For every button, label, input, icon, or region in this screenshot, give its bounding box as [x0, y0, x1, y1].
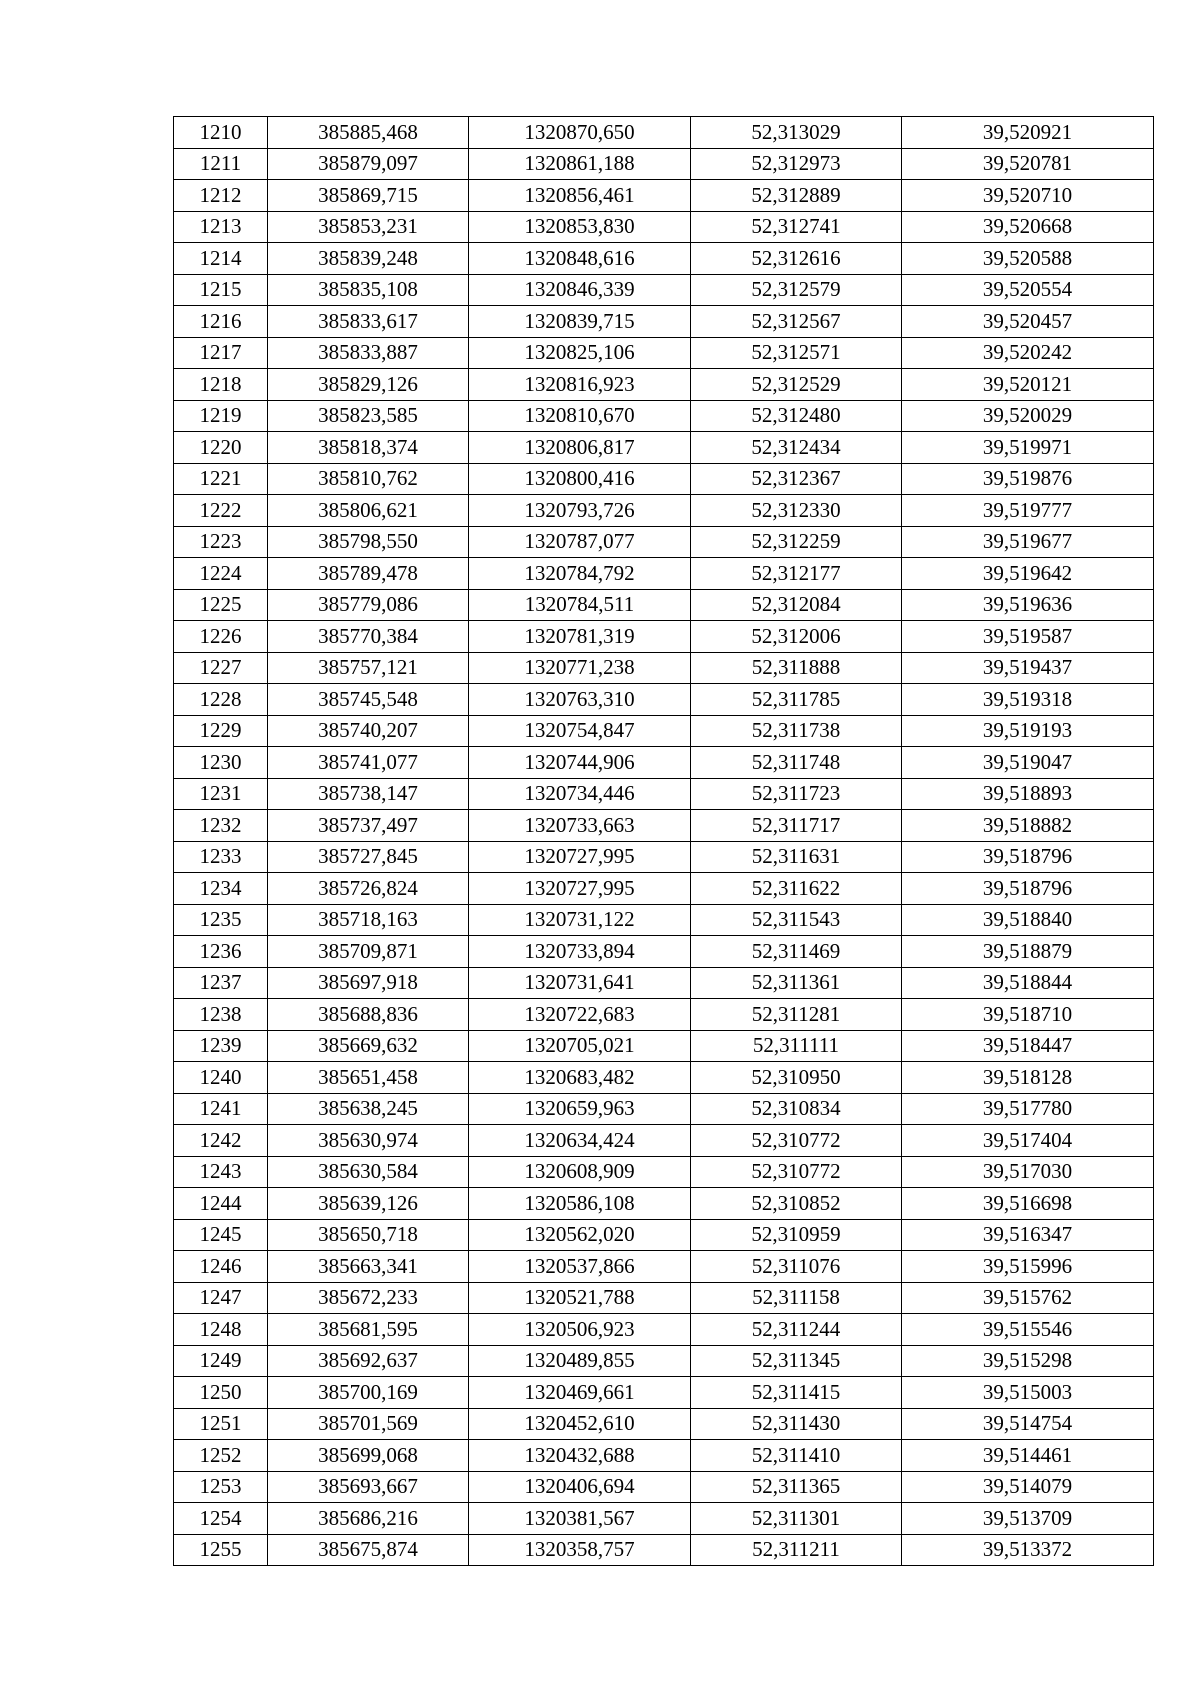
table-row	[174, 306, 1154, 338]
y-coordinate-cell: 1320562,020	[469, 1219, 691, 1251]
latitude-cell: 52,312480	[691, 400, 902, 432]
y-coordinate-cell: 1320825,106	[469, 337, 691, 369]
longitude-cell: 39,520029	[902, 400, 1154, 432]
table-row	[174, 211, 1154, 243]
table-row	[174, 1125, 1154, 1157]
longitude-cell: 39,517780	[902, 1093, 1154, 1125]
latitude-cell: 52,312529	[691, 369, 902, 401]
table-row	[174, 1503, 1154, 1535]
table-row	[174, 117, 1154, 149]
table-row	[174, 337, 1154, 369]
y-coordinate-cell: 1320731,122	[469, 904, 691, 936]
longitude-cell: 39,513372	[902, 1534, 1154, 1566]
x-coordinate-cell: 385726,824	[268, 873, 469, 905]
longitude-cell: 39,518796	[902, 873, 1154, 905]
longitude-cell: 39,519318	[902, 684, 1154, 716]
y-coordinate-cell: 1320432,688	[469, 1440, 691, 1472]
longitude-cell: 39,514461	[902, 1440, 1154, 1472]
longitude-cell: 39,514079	[902, 1471, 1154, 1503]
table-row	[174, 841, 1154, 873]
longitude-cell: 39,516347	[902, 1219, 1154, 1251]
latitude-cell: 52,311211	[691, 1534, 902, 1566]
longitude-cell: 39,514754	[902, 1408, 1154, 1440]
latitude-cell: 52,310772	[691, 1156, 902, 1188]
latitude-cell: 52,310834	[691, 1093, 902, 1125]
table-row	[174, 621, 1154, 653]
table-row	[174, 1062, 1154, 1094]
x-coordinate-cell: 385701,569	[268, 1408, 469, 1440]
x-coordinate-cell: 385789,478	[268, 558, 469, 590]
x-coordinate-cell: 385693,667	[268, 1471, 469, 1503]
point-number-cell: 1217	[174, 337, 268, 369]
longitude-cell: 39,518893	[902, 778, 1154, 810]
point-number-cell: 1233	[174, 841, 268, 873]
table-row	[174, 274, 1154, 306]
latitude-cell: 52,311543	[691, 904, 902, 936]
table-row	[174, 1534, 1154, 1566]
latitude-cell: 52,312889	[691, 180, 902, 212]
x-coordinate-cell: 385672,233	[268, 1282, 469, 1314]
latitude-cell: 52,311076	[691, 1251, 902, 1283]
table-row	[174, 495, 1154, 527]
y-coordinate-cell: 1320793,726	[469, 495, 691, 527]
y-coordinate-cell: 1320727,995	[469, 873, 691, 905]
x-coordinate-cell: 385798,550	[268, 526, 469, 558]
y-coordinate-cell: 1320853,830	[469, 211, 691, 243]
latitude-cell: 52,311415	[691, 1377, 902, 1409]
table-row	[174, 904, 1154, 936]
point-number-cell: 1240	[174, 1062, 268, 1094]
x-coordinate-cell: 385829,126	[268, 369, 469, 401]
y-coordinate-cell: 1320771,238	[469, 652, 691, 684]
x-coordinate-cell: 385879,097	[268, 148, 469, 180]
point-number-cell: 1254	[174, 1503, 268, 1535]
y-coordinate-cell: 1320810,670	[469, 400, 691, 432]
table-row	[174, 1408, 1154, 1440]
table-row	[174, 400, 1154, 432]
x-coordinate-cell: 385638,245	[268, 1093, 469, 1125]
longitude-cell: 39,515546	[902, 1314, 1154, 1346]
table-row	[174, 1345, 1154, 1377]
y-coordinate-cell: 1320683,482	[469, 1062, 691, 1094]
table-row	[174, 1471, 1154, 1503]
longitude-cell: 39,519193	[902, 715, 1154, 747]
latitude-cell: 52,312567	[691, 306, 902, 338]
longitude-cell: 39,518840	[902, 904, 1154, 936]
table-row	[174, 148, 1154, 180]
point-number-cell: 1232	[174, 810, 268, 842]
longitude-cell: 39,518710	[902, 999, 1154, 1031]
longitude-cell: 39,515298	[902, 1345, 1154, 1377]
latitude-cell: 52,310852	[691, 1188, 902, 1220]
y-coordinate-cell: 1320506,923	[469, 1314, 691, 1346]
latitude-cell: 52,311738	[691, 715, 902, 747]
point-number-cell: 1242	[174, 1125, 268, 1157]
x-coordinate-cell: 385806,621	[268, 495, 469, 527]
longitude-cell: 39,519642	[902, 558, 1154, 590]
y-coordinate-cell: 1320608,909	[469, 1156, 691, 1188]
x-coordinate-cell: 385697,918	[268, 967, 469, 999]
longitude-cell: 39,519876	[902, 463, 1154, 495]
point-number-cell: 1214	[174, 243, 268, 275]
x-coordinate-cell: 385669,632	[268, 1030, 469, 1062]
table-row	[174, 715, 1154, 747]
point-number-cell: 1250	[174, 1377, 268, 1409]
x-coordinate-cell: 385630,974	[268, 1125, 469, 1157]
longitude-cell: 39,519636	[902, 589, 1154, 621]
x-coordinate-cell: 385630,584	[268, 1156, 469, 1188]
table-row	[174, 1030, 1154, 1062]
point-number-cell: 1255	[174, 1534, 268, 1566]
longitude-cell: 39,519777	[902, 495, 1154, 527]
x-coordinate-cell: 385853,231	[268, 211, 469, 243]
y-coordinate-cell: 1320870,650	[469, 117, 691, 149]
x-coordinate-cell: 385818,374	[268, 432, 469, 464]
y-coordinate-cell: 1320781,319	[469, 621, 691, 653]
latitude-cell: 52,310950	[691, 1062, 902, 1094]
point-number-cell: 1227	[174, 652, 268, 684]
x-coordinate-cell: 385833,887	[268, 337, 469, 369]
table-row	[174, 810, 1154, 842]
y-coordinate-cell: 1320839,715	[469, 306, 691, 338]
longitude-cell: 39,520781	[902, 148, 1154, 180]
point-number-cell: 1211	[174, 148, 268, 180]
y-coordinate-cell: 1320846,339	[469, 274, 691, 306]
latitude-cell: 52,312973	[691, 148, 902, 180]
longitude-cell: 39,515762	[902, 1282, 1154, 1314]
latitude-cell: 52,311622	[691, 873, 902, 905]
x-coordinate-cell: 385741,077	[268, 747, 469, 779]
latitude-cell: 52,311748	[691, 747, 902, 779]
latitude-cell: 52,312006	[691, 621, 902, 653]
longitude-cell: 39,513709	[902, 1503, 1154, 1535]
x-coordinate-cell: 385663,341	[268, 1251, 469, 1283]
y-coordinate-cell: 1320733,663	[469, 810, 691, 842]
point-number-cell: 1213	[174, 211, 268, 243]
point-number-cell: 1248	[174, 1314, 268, 1346]
x-coordinate-cell: 385709,871	[268, 936, 469, 968]
longitude-cell: 39,519677	[902, 526, 1154, 558]
longitude-cell: 39,520242	[902, 337, 1154, 369]
coordinates-table	[173, 116, 1154, 1566]
x-coordinate-cell: 385839,248	[268, 243, 469, 275]
point-number-cell: 1239	[174, 1030, 268, 1062]
x-coordinate-cell: 385740,207	[268, 715, 469, 747]
x-coordinate-cell: 385675,874	[268, 1534, 469, 1566]
x-coordinate-cell: 385885,468	[268, 117, 469, 149]
x-coordinate-cell: 385699,068	[268, 1440, 469, 1472]
point-number-cell: 1223	[174, 526, 268, 558]
y-coordinate-cell: 1320848,616	[469, 243, 691, 275]
point-number-cell: 1249	[174, 1345, 268, 1377]
point-number-cell: 1228	[174, 684, 268, 716]
latitude-cell: 52,311281	[691, 999, 902, 1031]
point-number-cell: 1226	[174, 621, 268, 653]
table-row	[174, 1219, 1154, 1251]
latitude-cell: 52,312434	[691, 432, 902, 464]
point-number-cell: 1243	[174, 1156, 268, 1188]
point-number-cell: 1215	[174, 274, 268, 306]
point-number-cell: 1230	[174, 747, 268, 779]
y-coordinate-cell: 1320659,963	[469, 1093, 691, 1125]
x-coordinate-cell: 385833,617	[268, 306, 469, 338]
x-coordinate-cell: 385779,086	[268, 589, 469, 621]
latitude-cell: 52,311888	[691, 652, 902, 684]
point-number-cell: 1235	[174, 904, 268, 936]
table-row	[174, 243, 1154, 275]
x-coordinate-cell: 385823,585	[268, 400, 469, 432]
point-number-cell: 1238	[174, 999, 268, 1031]
point-number-cell: 1212	[174, 180, 268, 212]
y-coordinate-cell: 1320727,995	[469, 841, 691, 873]
x-coordinate-cell: 385810,762	[268, 463, 469, 495]
longitude-cell: 39,518447	[902, 1030, 1154, 1062]
latitude-cell: 52,312084	[691, 589, 902, 621]
latitude-cell: 52,310959	[691, 1219, 902, 1251]
point-number-cell: 1219	[174, 400, 268, 432]
longitude-cell: 39,515996	[902, 1251, 1154, 1283]
table-row	[174, 684, 1154, 716]
table-row	[174, 463, 1154, 495]
longitude-cell: 39,519047	[902, 747, 1154, 779]
y-coordinate-cell: 1320784,511	[469, 589, 691, 621]
point-number-cell: 1244	[174, 1188, 268, 1220]
table-row	[174, 936, 1154, 968]
longitude-cell: 39,517030	[902, 1156, 1154, 1188]
longitude-cell: 39,519587	[902, 621, 1154, 653]
latitude-cell: 52,311111	[691, 1030, 902, 1062]
latitude-cell: 52,312579	[691, 274, 902, 306]
table-row	[174, 652, 1154, 684]
y-coordinate-cell: 1320806,817	[469, 432, 691, 464]
longitude-cell: 39,518882	[902, 810, 1154, 842]
y-coordinate-cell: 1320406,694	[469, 1471, 691, 1503]
y-coordinate-cell: 1320452,610	[469, 1408, 691, 1440]
latitude-cell: 52,312616	[691, 243, 902, 275]
point-number-cell: 1234	[174, 873, 268, 905]
y-coordinate-cell: 1320763,310	[469, 684, 691, 716]
y-coordinate-cell: 1320733,894	[469, 936, 691, 968]
point-number-cell: 1220	[174, 432, 268, 464]
x-coordinate-cell: 385738,147	[268, 778, 469, 810]
table-row	[174, 589, 1154, 621]
point-number-cell: 1221	[174, 463, 268, 495]
point-number-cell: 1241	[174, 1093, 268, 1125]
longitude-cell: 39,518879	[902, 936, 1154, 968]
x-coordinate-cell: 385757,121	[268, 652, 469, 684]
longitude-cell: 39,519437	[902, 652, 1154, 684]
x-coordinate-cell: 385639,126	[268, 1188, 469, 1220]
y-coordinate-cell: 1320634,424	[469, 1125, 691, 1157]
point-number-cell: 1237	[174, 967, 268, 999]
x-coordinate-cell: 385770,384	[268, 621, 469, 653]
x-coordinate-cell: 385651,458	[268, 1062, 469, 1094]
point-number-cell: 1218	[174, 369, 268, 401]
table-row	[174, 967, 1154, 999]
table-row	[174, 558, 1154, 590]
longitude-cell: 39,520554	[902, 274, 1154, 306]
latitude-cell: 52,311410	[691, 1440, 902, 1472]
y-coordinate-cell: 1320537,866	[469, 1251, 691, 1283]
y-coordinate-cell: 1320521,788	[469, 1282, 691, 1314]
x-coordinate-cell: 385835,108	[268, 274, 469, 306]
latitude-cell: 52,311301	[691, 1503, 902, 1535]
longitude-cell: 39,519971	[902, 432, 1154, 464]
x-coordinate-cell: 385650,718	[268, 1219, 469, 1251]
y-coordinate-cell: 1320586,108	[469, 1188, 691, 1220]
latitude-cell: 52,312741	[691, 211, 902, 243]
coordinates-table-body	[174, 117, 1154, 1566]
latitude-cell: 52,311723	[691, 778, 902, 810]
y-coordinate-cell: 1320861,188	[469, 148, 691, 180]
x-coordinate-cell: 385737,497	[268, 810, 469, 842]
longitude-cell: 39,516698	[902, 1188, 1154, 1220]
table-row	[174, 778, 1154, 810]
longitude-cell: 39,520710	[902, 180, 1154, 212]
y-coordinate-cell: 1320469,661	[469, 1377, 691, 1409]
table-row	[174, 1251, 1154, 1283]
latitude-cell: 52,312330	[691, 495, 902, 527]
point-number-cell: 1222	[174, 495, 268, 527]
latitude-cell: 52,313029	[691, 117, 902, 149]
table-row	[174, 999, 1154, 1031]
y-coordinate-cell: 1320358,757	[469, 1534, 691, 1566]
table-row	[174, 1156, 1154, 1188]
y-coordinate-cell: 1320800,416	[469, 463, 691, 495]
table-row	[174, 1377, 1154, 1409]
x-coordinate-cell: 385869,715	[268, 180, 469, 212]
table-row	[174, 1440, 1154, 1472]
y-coordinate-cell: 1320722,683	[469, 999, 691, 1031]
y-coordinate-cell: 1320754,847	[469, 715, 691, 747]
longitude-cell: 39,520588	[902, 243, 1154, 275]
longitude-cell: 39,520921	[902, 117, 1154, 149]
latitude-cell: 52,312367	[691, 463, 902, 495]
latitude-cell: 52,311717	[691, 810, 902, 842]
y-coordinate-cell: 1320381,567	[469, 1503, 691, 1535]
table-row	[174, 1282, 1154, 1314]
latitude-cell: 52,310772	[691, 1125, 902, 1157]
point-number-cell: 1210	[174, 117, 268, 149]
table-row	[174, 747, 1154, 779]
x-coordinate-cell: 385745,548	[268, 684, 469, 716]
longitude-cell: 39,518796	[902, 841, 1154, 873]
point-number-cell: 1251	[174, 1408, 268, 1440]
x-coordinate-cell: 385692,637	[268, 1345, 469, 1377]
table-row	[174, 369, 1154, 401]
y-coordinate-cell: 1320731,641	[469, 967, 691, 999]
point-number-cell: 1231	[174, 778, 268, 810]
point-number-cell: 1236	[174, 936, 268, 968]
x-coordinate-cell: 385700,169	[268, 1377, 469, 1409]
table-row	[174, 873, 1154, 905]
point-number-cell: 1247	[174, 1282, 268, 1314]
x-coordinate-cell: 385681,595	[268, 1314, 469, 1346]
point-number-cell: 1246	[174, 1251, 268, 1283]
table-row	[174, 432, 1154, 464]
longitude-cell: 39,517404	[902, 1125, 1154, 1157]
longitude-cell: 39,520457	[902, 306, 1154, 338]
point-number-cell: 1245	[174, 1219, 268, 1251]
latitude-cell: 52,312177	[691, 558, 902, 590]
point-number-cell: 1224	[174, 558, 268, 590]
latitude-cell: 52,311785	[691, 684, 902, 716]
point-number-cell: 1229	[174, 715, 268, 747]
table-row	[174, 180, 1154, 212]
latitude-cell: 52,311430	[691, 1408, 902, 1440]
y-coordinate-cell: 1320744,906	[469, 747, 691, 779]
latitude-cell: 52,311365	[691, 1471, 902, 1503]
point-number-cell: 1225	[174, 589, 268, 621]
longitude-cell: 39,518844	[902, 967, 1154, 999]
x-coordinate-cell: 385686,216	[268, 1503, 469, 1535]
latitude-cell: 52,311244	[691, 1314, 902, 1346]
longitude-cell: 39,515003	[902, 1377, 1154, 1409]
point-number-cell: 1216	[174, 306, 268, 338]
y-coordinate-cell: 1320816,923	[469, 369, 691, 401]
table-row	[174, 1314, 1154, 1346]
latitude-cell: 52,311158	[691, 1282, 902, 1314]
latitude-cell: 52,312571	[691, 337, 902, 369]
latitude-cell: 52,311361	[691, 967, 902, 999]
y-coordinate-cell: 1320856,461	[469, 180, 691, 212]
table-row	[174, 526, 1154, 558]
latitude-cell: 52,312259	[691, 526, 902, 558]
latitude-cell: 52,311631	[691, 841, 902, 873]
longitude-cell: 39,520121	[902, 369, 1154, 401]
point-number-cell: 1253	[174, 1471, 268, 1503]
x-coordinate-cell: 385718,163	[268, 904, 469, 936]
table-row	[174, 1093, 1154, 1125]
table-row	[174, 1188, 1154, 1220]
y-coordinate-cell: 1320705,021	[469, 1030, 691, 1062]
y-coordinate-cell: 1320787,077	[469, 526, 691, 558]
longitude-cell: 39,520668	[902, 211, 1154, 243]
y-coordinate-cell: 1320784,792	[469, 558, 691, 590]
x-coordinate-cell: 385688,836	[268, 999, 469, 1031]
point-number-cell: 1252	[174, 1440, 268, 1472]
latitude-cell: 52,311345	[691, 1345, 902, 1377]
y-coordinate-cell: 1320734,446	[469, 778, 691, 810]
x-coordinate-cell: 385727,845	[268, 841, 469, 873]
longitude-cell: 39,518128	[902, 1062, 1154, 1094]
y-coordinate-cell: 1320489,855	[469, 1345, 691, 1377]
latitude-cell: 52,311469	[691, 936, 902, 968]
